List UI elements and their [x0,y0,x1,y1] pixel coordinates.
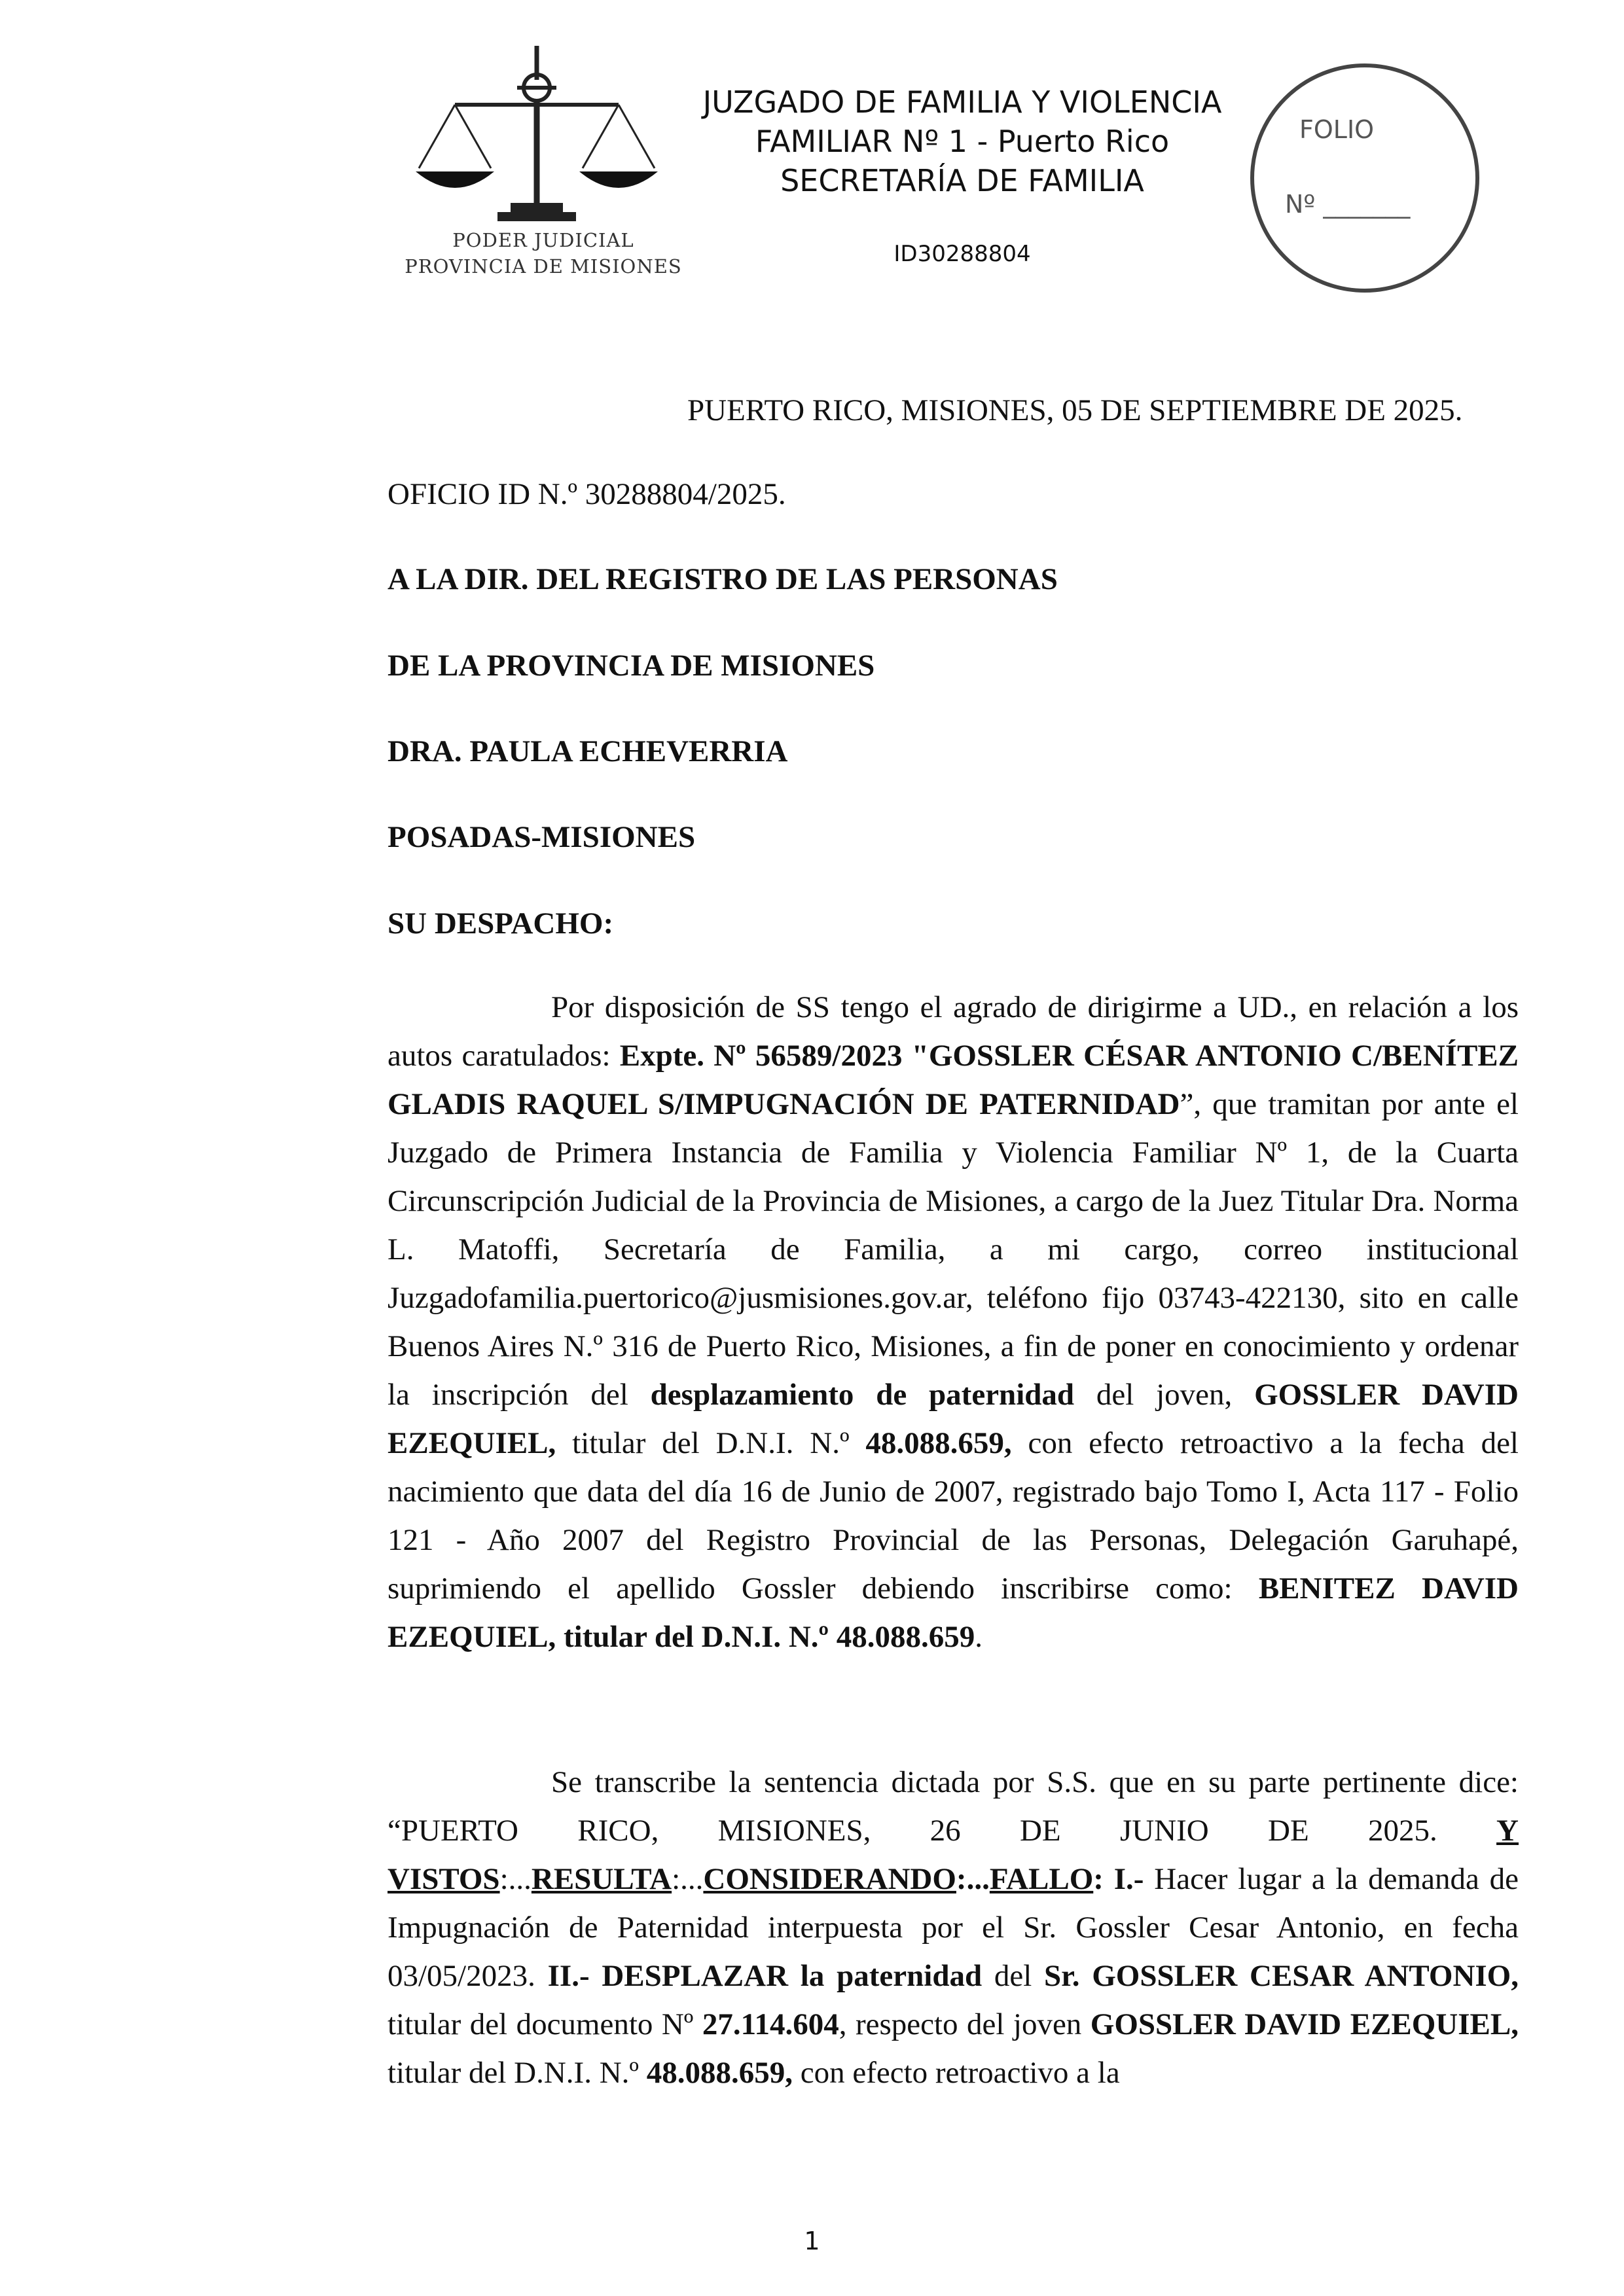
judicial-logo [399,41,687,289]
recipient-line-5: SU DESPACHO: [388,906,614,941]
p2-text-1: Se transcribe la sentencia dictada por S.S. que en su parte pertinente dice: “PUERTO RICO, MISIONES, 26 DE JUNIO DE 2025. [388,1765,1519,1848]
p1-text-3: del joven, [1074,1378,1255,1412]
p1-dni: 48.088.659, [865,1426,1012,1460]
oficio-number: OFICIO ID N.º 30288804/2025. [388,477,786,511]
logo-line-1: PODER JUDICIAL [452,229,634,251]
p1-text-4: titular del D.N.I. N.º [556,1426,866,1460]
p1-text-1: Por disposición de SS tengo el agrado de dirigirme a UD., en relación a los autos caratulados: [388,990,1519,1073]
folio-number: Nº _______ [1285,190,1411,219]
p2-text-3: :... [672,1862,704,1896]
p2-considerando: CONSIDERANDO [703,1862,956,1896]
p1-case-title: Expte. Nº 56589/2023 "GOSSLER CÉSAR ANTONIO C/BENÍTEZ GLADIS RAQUEL S/IMPUGNACIÓN DE PATERNIDAD [388,1039,1519,1121]
p2-father-name: Sr. GOSSLER CESAR ANTONIO, [1044,1959,1519,1993]
p2-text-4: Hacer lugar a la demanda de Impugnación de Paternidad interpuesta por el Sr. Gossler Cesar Antonio, en fecha 03/05/2023. [388,1862,1519,1993]
court-name-line-1: JUZGADO DE FAMILIA Y VIOLENCIA [702,84,1222,120]
recipient-line-1: A LA DIR. DEL REGISTRO DE LAS PERSONAS [388,562,1058,596]
p1-new-name: BENITEZ DAVID EZEQUIEL, titular del D.N.I. N.º 48.088.659 [388,1571,1519,1654]
p2-item-2: II.- DESPLAZAR la paternidad [547,1959,983,1993]
p2-fallo: FALLO [989,1862,1094,1896]
recipient-line-3: DRA. PAULA ECHEVERRIA [388,734,788,768]
court-secretary-line: SECRETARÍA DE FAMILIA [780,163,1144,198]
p2-young-name: GOSSLER DAVID EZEQUIEL, [1090,2007,1519,2041]
page-number: 1 [804,2227,820,2255]
p2-text-9: con efecto retroactivo a la [792,2056,1120,2090]
p2-item-1: : I.- [1093,1862,1144,1896]
recipient-line-4: POSADAS-MISIONES [388,820,696,854]
p2-vistos: Y VISTOS [388,1814,1519,1896]
p2-text-7: , respecto del joven [839,2007,1091,2041]
body-paragraph-1 [388,983,1519,1661]
p2-resulta: RESULTA [531,1862,672,1896]
logo-line-2: PROVINCIA DE MISIONES [405,255,682,278]
recipient-line-2: DE LA PROVINCIA DE MISIONES [388,649,875,683]
document-id: ID30288804 [893,241,1031,267]
p2-text-2: :... [499,1862,532,1896]
p1-young-name: GOSSLER DAVID EZEQUIEL, [388,1378,1519,1460]
scales-of-justice-icon [399,41,687,237]
p2-dots: :... [956,1862,990,1896]
court-name-line-2: FAMILIAR Nº 1 - Puerto Rico [755,124,1170,159]
p1-displacement: desplazamiento de paternidad [650,1378,1075,1412]
p1-text-5: con efecto retroactivo a la fecha del nacimiento que data del día 16 de Junio de 2007, registrado bajo Tomo I, Acta 117 - Folio 121 - Año 2007 del Registro Provincial de las Personas, Delegación Garuhapé, suprimiendo el apellido Gossler debiendo inscribirse como: [388,1426,1519,1605]
folio-label: FOLIO [1299,115,1375,144]
p2-text-5: del [982,1959,1045,1993]
body-paragraph-2 [388,1758,1519,2097]
date-line: PUERTO RICO, MISIONES, 05 DE SEPTIEMBRE DE 2025. [687,393,1463,427]
p1-text-6: . [975,1620,983,1654]
p2-father-doc: 27.114.604 [702,2007,839,2041]
folio-stamp-icon [1247,60,1483,296]
court-header [668,82,1257,200]
p1-text-2: ”, que tramitan por ante el Juzgado de Primera Instancia de Familia y Violencia Familiar Nº 1, de la Cuarta Circunscripción Judicial de la Provincia de Misiones, a cargo de la Juez Titular Dra. Norma L. Matoffi, Secretaría de Familia, a mi cargo, correo institucional Juzgadofamilia.puertorico@jusmisiones.gov.ar, teléfono fijo 03743-422130, sito en calle Buenos Aires N.º 316 de Puerto Rico, Misiones, a fin de poner en conocimiento y ordenar la inscripción del [388,1087,1519,1412]
p2-young-dni: 48.088.659, [646,2056,793,2090]
p2-text-6: titular del documento Nº [388,2007,702,2041]
p2-text-8: titular del D.N.I. N.º [388,2056,647,2090]
